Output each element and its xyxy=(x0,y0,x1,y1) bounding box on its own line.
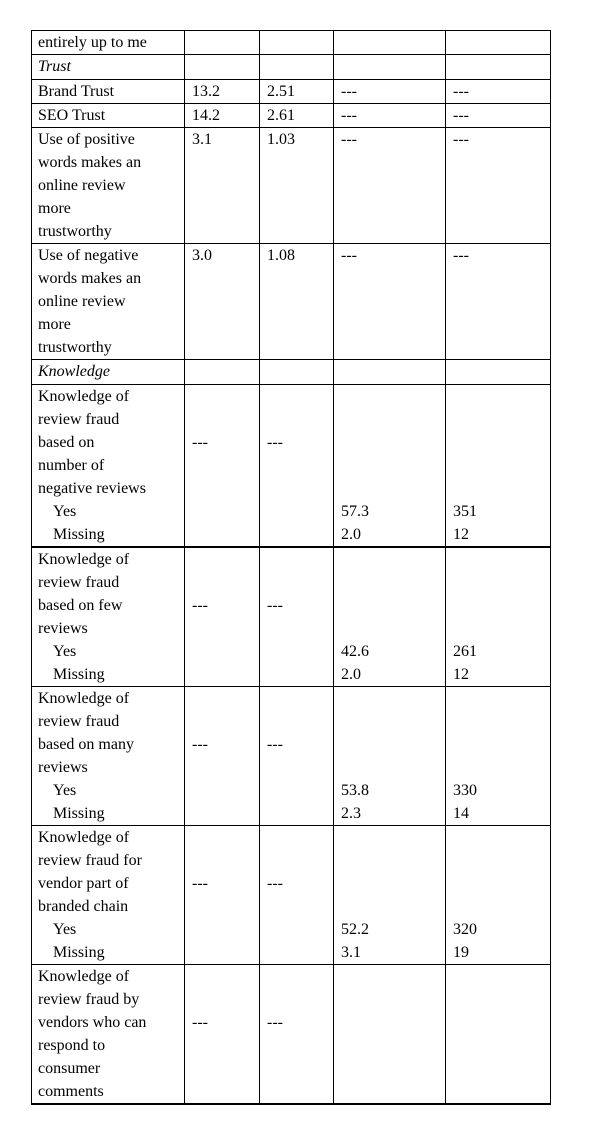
row-label xyxy=(32,826,185,965)
table-row xyxy=(32,965,551,1105)
sd-cell xyxy=(260,547,334,687)
row-label: Brand Trust xyxy=(32,80,185,104)
count-cell: --- xyxy=(446,244,551,360)
mean-value: --- xyxy=(192,875,208,892)
label-line: branded chain xyxy=(38,898,129,915)
table-row xyxy=(32,128,551,244)
table-cell xyxy=(185,31,260,55)
table-row xyxy=(32,687,551,826)
missing-percent: 3.1 xyxy=(341,944,361,961)
missing-percent: 2.0 xyxy=(341,666,361,683)
mean-cell: 3.0 xyxy=(185,244,260,360)
label-line: respond to xyxy=(38,1037,106,1054)
label-line: trustworthy xyxy=(38,223,112,240)
mean-value: --- xyxy=(192,597,208,614)
percent-cell xyxy=(334,826,446,965)
mean-cell: 14.2 xyxy=(185,104,260,128)
mean-value: --- xyxy=(192,434,208,451)
row-label xyxy=(32,244,185,360)
count-cell xyxy=(446,385,551,548)
sd-value: --- xyxy=(267,1014,283,1031)
yes-percent: 42.6 xyxy=(341,643,369,660)
label-line: review fraud for xyxy=(38,852,142,869)
count-cell xyxy=(446,965,551,1105)
label-line: more xyxy=(38,316,71,333)
label-line: vendor part of xyxy=(38,875,129,892)
row-label xyxy=(32,385,185,548)
label-line: Knowledge of xyxy=(38,388,130,405)
yes-label: Yes xyxy=(53,503,77,520)
label-line: Use of positive xyxy=(38,131,135,148)
percent-cell xyxy=(334,385,446,548)
label-line: online review xyxy=(38,293,126,310)
label-line: Use of negative xyxy=(38,247,139,264)
row-label: entirely up to me xyxy=(32,31,185,55)
percent-cell: --- xyxy=(334,104,446,128)
table-cell xyxy=(260,31,334,55)
missing-count: 19 xyxy=(453,944,469,961)
table-cell xyxy=(446,31,551,55)
table-row xyxy=(32,826,551,965)
label-line: Knowledge of xyxy=(38,690,130,707)
sd-value: --- xyxy=(267,434,283,451)
yes-percent: 52.2 xyxy=(341,921,369,938)
data-table xyxy=(31,30,551,1105)
label-line: review fraud by xyxy=(38,991,140,1008)
label-line: reviews xyxy=(38,759,88,776)
table-cell xyxy=(334,55,446,80)
label-line: number of xyxy=(38,457,105,474)
label-line: words makes an xyxy=(38,154,142,171)
table-row xyxy=(32,31,551,55)
sd-cell: 1.08 xyxy=(260,244,334,360)
mean-cell xyxy=(185,385,260,548)
mean-cell xyxy=(185,547,260,687)
missing-count: 14 xyxy=(453,805,469,822)
table-cell xyxy=(260,55,334,80)
missing-label: Missing xyxy=(53,944,105,961)
missing-label: Missing xyxy=(53,526,105,543)
sd-cell xyxy=(260,826,334,965)
sd-cell xyxy=(260,687,334,826)
count-cell xyxy=(446,687,551,826)
count-cell: --- xyxy=(446,104,551,128)
label-line: based on few xyxy=(38,597,123,614)
yes-label: Yes xyxy=(53,643,77,660)
row-label xyxy=(32,965,185,1105)
label-line: review fraud xyxy=(38,574,120,591)
label-line: negative reviews xyxy=(38,480,146,497)
sd-value: --- xyxy=(267,736,283,753)
label-line: online review xyxy=(38,177,126,194)
percent-cell: --- xyxy=(334,128,446,244)
sd-cell xyxy=(260,385,334,548)
sd-cell xyxy=(260,965,334,1105)
row-label xyxy=(32,687,185,826)
table-row xyxy=(32,104,551,128)
row-label xyxy=(32,547,185,687)
yes-count: 320 xyxy=(453,921,477,938)
table-cell xyxy=(446,360,551,385)
table-row xyxy=(32,80,551,104)
label-line: words makes an xyxy=(38,270,142,287)
yes-label: Yes xyxy=(53,921,77,938)
count-cell: --- xyxy=(446,80,551,104)
section-label-knowledge: Knowledge xyxy=(32,360,185,385)
missing-percent: 2.0 xyxy=(341,526,361,543)
section-header-row xyxy=(32,360,551,385)
label-line: reviews xyxy=(38,620,88,637)
table-row xyxy=(32,244,551,360)
row-label xyxy=(32,128,185,244)
label-line: Knowledge of xyxy=(38,551,130,568)
table-cell xyxy=(185,360,260,385)
sd-cell: 2.61 xyxy=(260,104,334,128)
label-line: comments xyxy=(38,1083,104,1100)
mean-value: --- xyxy=(192,1014,208,1031)
mean-cell: 13.2 xyxy=(185,80,260,104)
label-line: trustworthy xyxy=(38,339,112,356)
yes-count: 330 xyxy=(453,782,477,799)
label-line: more xyxy=(38,200,71,217)
label-line: review fraud xyxy=(38,411,120,428)
percent-cell xyxy=(334,965,446,1105)
yes-count: 261 xyxy=(453,643,477,660)
sd-value: --- xyxy=(267,597,283,614)
table-cell xyxy=(260,360,334,385)
section-label-trust: Trust xyxy=(32,55,185,80)
mean-cell: 3.1 xyxy=(185,128,260,244)
table-row xyxy=(32,547,551,687)
percent-cell xyxy=(334,687,446,826)
label-line: review fraud xyxy=(38,713,120,730)
table-cell xyxy=(334,31,446,55)
row-label: SEO Trust xyxy=(32,104,185,128)
missing-percent: 2.3 xyxy=(341,805,361,822)
label-line: consumer xyxy=(38,1060,101,1077)
mean-cell xyxy=(185,687,260,826)
yes-percent: 53.8 xyxy=(341,782,369,799)
table-row xyxy=(32,385,551,548)
label-line: based on xyxy=(38,434,95,451)
label-line: Knowledge of xyxy=(38,829,130,846)
sd-cell: 2.51 xyxy=(260,80,334,104)
missing-label: Missing xyxy=(53,805,105,822)
mean-value: --- xyxy=(192,736,208,753)
label-line: based on many xyxy=(38,736,134,753)
table-cell xyxy=(334,360,446,385)
sd-value: --- xyxy=(267,875,283,892)
table-cell xyxy=(185,55,260,80)
mean-cell xyxy=(185,965,260,1105)
count-cell xyxy=(446,547,551,687)
label-line: vendors who can xyxy=(38,1014,147,1031)
percent-cell: --- xyxy=(334,244,446,360)
mean-cell xyxy=(185,826,260,965)
missing-count: 12 xyxy=(453,526,469,543)
yes-count: 351 xyxy=(453,503,477,520)
yes-label: Yes xyxy=(53,782,77,799)
percent-cell xyxy=(334,547,446,687)
section-header-row xyxy=(32,55,551,80)
count-cell: --- xyxy=(446,128,551,244)
count-cell xyxy=(446,826,551,965)
missing-count: 12 xyxy=(453,666,469,683)
label-line: Knowledge of xyxy=(38,968,130,985)
missing-label: Missing xyxy=(53,666,105,683)
yes-percent: 57.3 xyxy=(341,503,369,520)
table-cell xyxy=(446,55,551,80)
percent-cell: --- xyxy=(334,80,446,104)
sd-cell: 1.03 xyxy=(260,128,334,244)
